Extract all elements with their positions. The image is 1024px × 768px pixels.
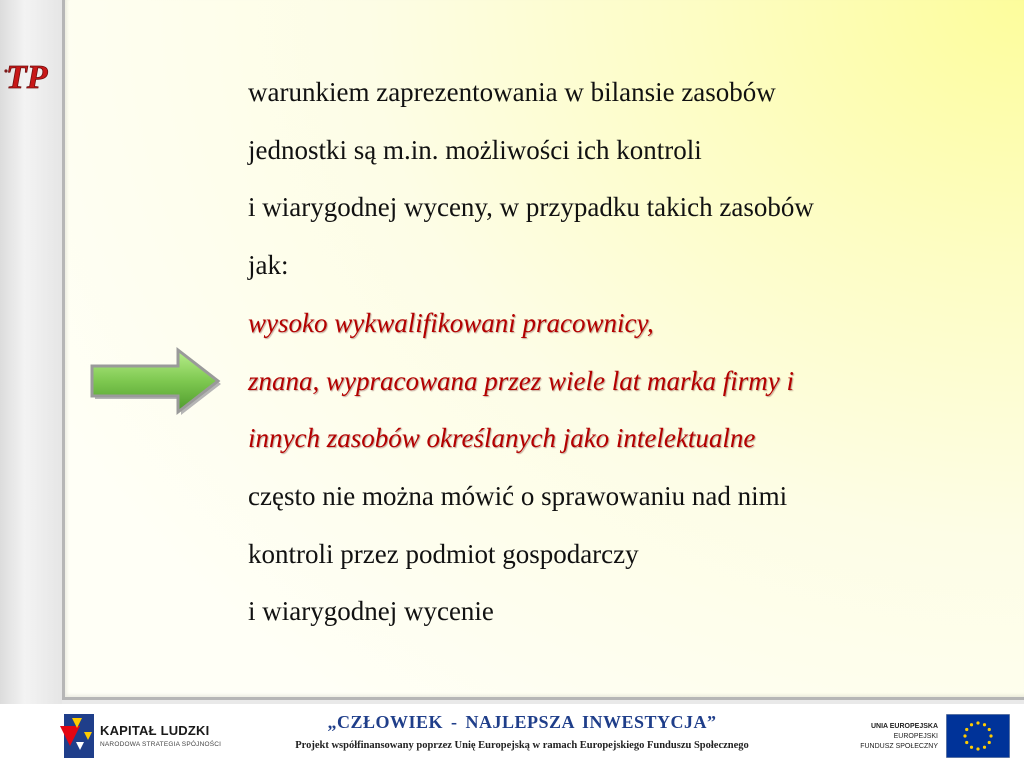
body-line: jednostki są m.in. możliwości ich kontroli bbox=[248, 134, 702, 165]
kapital-ludzki-logo bbox=[58, 712, 98, 760]
eu-star-icon bbox=[983, 723, 986, 726]
body-line: jak: bbox=[248, 250, 289, 281]
tp-monogram-logo bbox=[2, 56, 60, 96]
eu-star-icon bbox=[965, 741, 968, 744]
eu-flag-icon bbox=[946, 714, 1010, 758]
eu-label-line: UNIA EUROPEJSKA bbox=[870, 723, 938, 730]
highlighted-line: wysoko wykwalifikowani pracownicy, bbox=[248, 307, 654, 338]
slogan: „CZŁOWIEK - NAJLEPSZA INWESTYCJA” bbox=[327, 712, 717, 732]
body-line: kontroli przez podmiot gospodarczy bbox=[248, 538, 639, 569]
eu-label-line: FUNDUSZ SPOŁECZNY bbox=[860, 743, 938, 750]
svg-text:TP: TP bbox=[6, 59, 48, 96]
kapital-ludzki-title: KAPITAŁ LUDZKI bbox=[100, 723, 210, 738]
eu-star-icon bbox=[965, 728, 968, 731]
body-text bbox=[248, 64, 988, 641]
green-right-arrow-icon bbox=[86, 346, 222, 416]
eu-label-line: EUROPEJSKI bbox=[893, 733, 938, 740]
eu-star-icon bbox=[963, 734, 966, 737]
eu-star-icon bbox=[989, 734, 992, 737]
eu-star-icon bbox=[988, 741, 991, 744]
eu-star-icon bbox=[970, 746, 973, 749]
body-line: często nie można mówić o sprawowaniu nad nimi bbox=[248, 480, 788, 511]
highlighted-line: innych zasobów określanych jako intelektualne bbox=[248, 423, 756, 454]
eu-star-icon bbox=[970, 723, 973, 726]
left-strip bbox=[0, 0, 62, 704]
body-line: warunkiem zaprezentowania w bilansie zasobów bbox=[248, 77, 776, 107]
kapital-ludzki-subtitle: NARODOWA STRATEGIA SPÓJNOŚCI bbox=[100, 741, 222, 748]
body-line: i wiarygodnej wyceny, w przypadku takich zasobów bbox=[248, 192, 814, 223]
eu-star-icon bbox=[988, 728, 991, 731]
project-note: Projekt współfinansowany poprzez Unię Europejską w ramach Europejskiego Funduszu Społecznego bbox=[295, 740, 749, 751]
eu-label bbox=[840, 722, 938, 752]
eu-star-icon bbox=[983, 746, 986, 749]
highlighted-line: znana, wypracowana przez wiele lat marka firmy i bbox=[248, 365, 794, 396]
body-line: i wiarygodnej wycenie bbox=[248, 596, 494, 627]
eu-star-icon bbox=[976, 747, 979, 750]
eu-star-icon bbox=[976, 721, 979, 724]
